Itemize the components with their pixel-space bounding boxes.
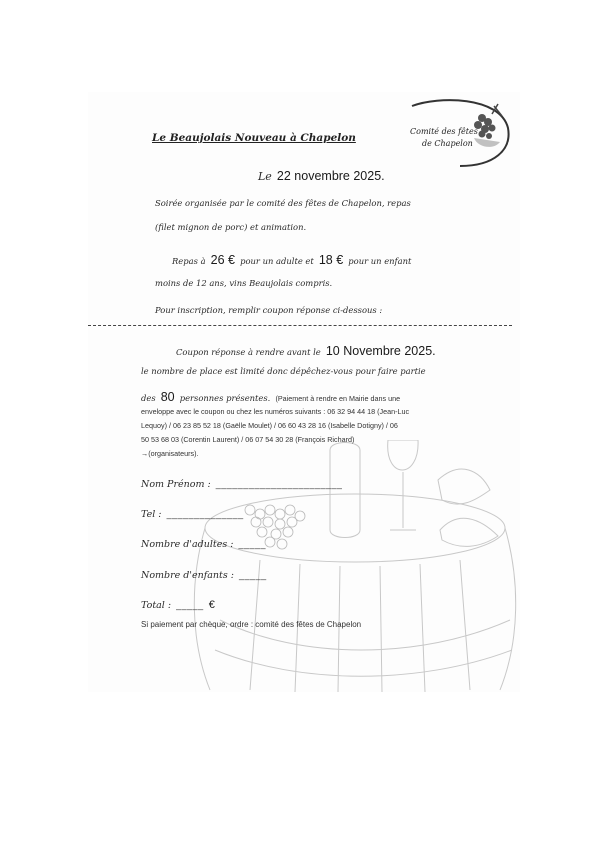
intro-line-5: Pour inscription, remplir coupon réponse ci-dessous :: [155, 305, 383, 315]
price-child: 18 €: [318, 253, 344, 267]
total-field[interactable]: [141, 593, 215, 612]
children-label: Nombre d'enfants :: [141, 570, 234, 581]
coupon-line-3-prefix: des: [141, 393, 156, 403]
adults-label: Nombre d'adultes :: [141, 539, 234, 550]
coupon-capacity: 80: [160, 390, 175, 404]
event-date: [258, 165, 385, 184]
coupon-line-2: le nombre de place est limité donc dépêchez-vous pour faire partie: [141, 366, 426, 376]
coupon-line-7: →(organisateurs).: [141, 449, 199, 458]
event-date-prefix: Le: [258, 170, 272, 183]
coupon-line-3-script: personnes présentes.: [179, 393, 271, 403]
name-blank[interactable]: _______________________: [215, 479, 343, 489]
logo-text-line1: Comité des fêtes: [410, 127, 478, 136]
cut-line-divider: [88, 325, 512, 326]
price-prefix: Repas à: [172, 256, 206, 266]
children-blank[interactable]: _____: [239, 570, 267, 580]
tel-blank[interactable]: ______________: [166, 509, 244, 519]
price-adult: 26 €: [210, 253, 236, 267]
tel-field[interactable]: [141, 502, 244, 521]
total-blank[interactable]: _____: [176, 600, 204, 610]
coupon-heading: [176, 340, 436, 359]
name-label: Nom Prénom :: [141, 479, 211, 490]
price-line: [172, 249, 411, 268]
coupon-line-3: [141, 386, 400, 405]
coupon-line-3-payment: (Paiement à rendre en Mairie dans une: [275, 394, 401, 403]
intro-line-1: Soirée organisée par le comité des fêtes de Chapelon, repas: [155, 198, 411, 208]
cheque-note: Si paiement par chèque, ordre : comité des fêtes de Chapelon: [141, 620, 362, 629]
event-date-value: 22 novembre 2025.: [276, 169, 385, 183]
name-field[interactable]: [141, 472, 342, 491]
adults-blank[interactable]: _____: [238, 539, 267, 549]
intro-line-2: (filet mignon de porc) et animation.: [155, 222, 307, 232]
coupon-line-6: 50 53 68 03 (Corentin Laurent) / 06 07 54 30 28 (François Richard): [141, 435, 355, 444]
logo-text-line2: de Chapelon: [422, 139, 473, 148]
total-currency: €: [208, 599, 215, 611]
committee-logo: [408, 98, 512, 168]
children-field[interactable]: [141, 563, 267, 582]
coupon-line-5: Lequoy) / 06 23 85 52 18 (Gaëlle Moulet) / 06 60 43 28 16 (Isabelle Dotigny) / 06: [141, 421, 398, 430]
intro-line-4: moins de 12 ans, vins Beaujolais compris.: [155, 278, 333, 288]
price-suffix: pour un enfant: [348, 256, 412, 266]
coupon-deadline: 10 Novembre 2025.: [325, 344, 436, 358]
total-label: Total :: [141, 600, 172, 611]
coupon-heading-text: Coupon réponse à rendre avant le: [176, 347, 321, 357]
page-title: Le Beaujolais Nouveau à Chapelon: [152, 132, 356, 144]
price-middle: pour un adulte et: [240, 256, 314, 266]
coupon-line-4: enveloppe avec le coupon ou chez les numéros suivants : 06 32 94 44 18 (Jean-Luc: [141, 407, 410, 416]
tel-label: Tel :: [141, 509, 162, 520]
adults-field[interactable]: [141, 532, 266, 551]
